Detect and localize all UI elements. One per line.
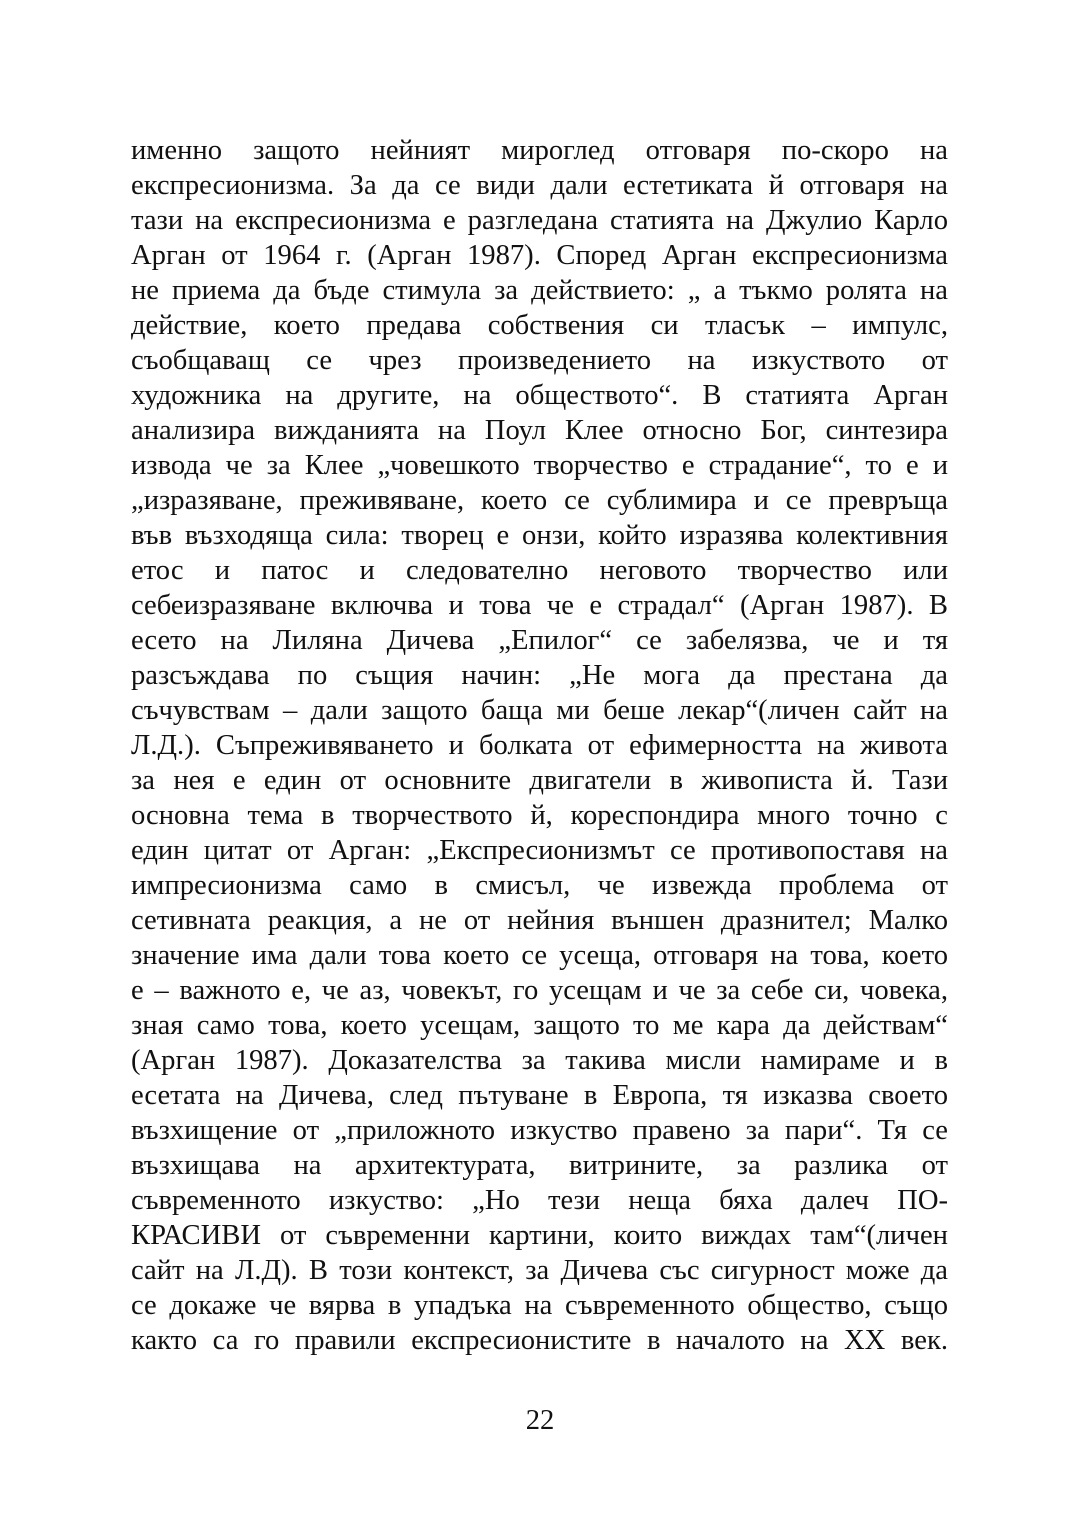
text-line: съвременното изкуство: „Но тези неща бяха далеч ПО- [131, 1185, 948, 1216]
text-line: себеизразяване включва и това че е страдал“ (Арган 1987). В [131, 590, 948, 621]
text-line: за нея е един от основните двигатели в живописта й. Тази [131, 765, 948, 796]
text-line: възхищение от „приложното изкуство правено за пари“. Тя се [131, 1115, 948, 1146]
text-line: възхищава на архитектурата, витрините, за разлика от [131, 1150, 948, 1181]
text-line: Арган от 1964 г. (Арган 1987). Според Арган експресионизма [131, 240, 948, 271]
text-line: анализира вижданията на Поул Клее относно Бог, синтезира [131, 415, 948, 446]
text-line: сайт на Л.Д). В този контекст, за Дичева със сигурност може да [131, 1255, 948, 1286]
text-line: значение има дали това което се усеща, отговаря на това, което [131, 940, 948, 971]
text-line: съчувствам – дали защото баща ми беше лекар“(личен сайт на [131, 695, 948, 726]
text-line: „изразяване, преживяване, което се сублимира и се превръща [131, 485, 948, 516]
text-line: Л.Д.). Съпреживяването и болката от ефимерността на живота [131, 730, 948, 761]
text-line: художника на другите, на обществото“. В статията Арган [131, 380, 948, 411]
text-line: есетата на Дичева, след пътуване в Европа, тя изказва своето [131, 1080, 948, 1111]
body-text [131, 133, 948, 1358]
text-line: във възходяща сила: творец е онзи, който изразява колективния [131, 520, 948, 551]
text-line: се докаже че вярва в упадъка на съвременното общество, също [131, 1290, 948, 1321]
text-line: именно защото нейният мироглед отговаря по-скоро на [131, 135, 948, 166]
page-number: 22 [525, 1405, 555, 1436]
text-line: извода че за Клее „човешкото творчество е страдание“, то е и [131, 450, 948, 481]
text-line: есето на Лиляна Дичева „Епилог“ се забелязва, че и тя [131, 625, 948, 656]
text-line: е – важното е, че аз, човекът, го усещам и че за себе си, човека, [131, 975, 948, 1006]
text-line: съобщаващ се чрез произведението на изкуството от [131, 345, 948, 376]
text-line: етос и патос и следователно неговото творчество или [131, 555, 948, 586]
text-line: действие, което предава собствения си тласък – импулс, [131, 310, 948, 341]
text-line: КРАСИВИ от съвременни картини, които виждах там“(личен [131, 1220, 948, 1251]
text-line: експресионизма. За да се види дали естетиката й отговаря на [131, 170, 948, 201]
text-line: основна тема в творчеството й, кореспондира много точно с [131, 800, 948, 831]
text-line: тази на експресионизма е разгледана статията на Джулио Карло [131, 205, 948, 236]
text-line: разсъждава по същия начин: „Не мога да престана да [131, 660, 948, 691]
text-line: сетивната реакция, а не от нейния външен дразнител; Малко [131, 905, 948, 936]
text-line: зная само това, което усещам, защото то ме кара да действам“ [131, 1010, 948, 1041]
text-line: (Арган 1987). Доказателства за такива мисли намираме и в [131, 1045, 948, 1076]
text-line: импресионизма само в смисъл, че извежда проблема от [131, 870, 948, 901]
text-line: един цитат от Арган: „Експресионизмът се противопоставя на [131, 835, 948, 866]
text-line: не приема да бъде стимула за действието: „ а тъкмо ролята на [131, 275, 948, 306]
text-line: както са го правили експресионистите в началото на XX век. [131, 1325, 948, 1356]
